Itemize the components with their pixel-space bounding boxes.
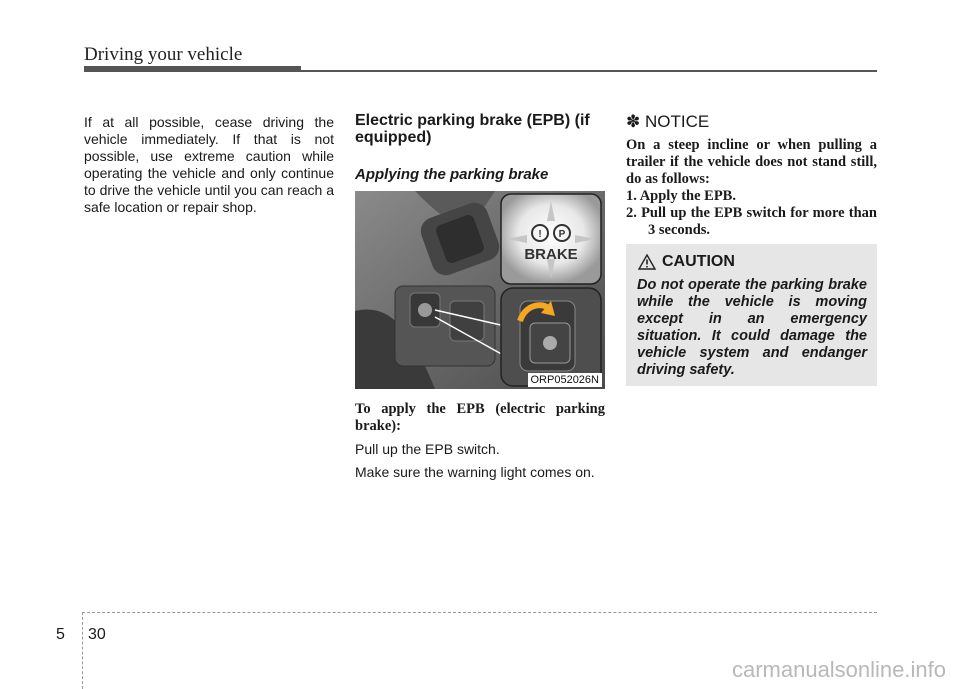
- notice-star-icon: ✽: [626, 112, 641, 131]
- header-bar-thin: [301, 70, 877, 72]
- column-3: [626, 112, 877, 239]
- column1-paragraph: If at all possible, cease driving the vehicle immediately. If that is not possible, use extreme caution while operating the vehicle and only continue to drive the vehicle until you can reach a safe location or repair shop.: [84, 114, 334, 215]
- instruction-heading: To apply the EPB (electric parking brake):: [355, 401, 605, 434]
- caution-text: Do not operate the parking brake while the vehicle is moving except in an emergency situation. It could damage the vehicle system and endanger driving safety.: [637, 277, 867, 378]
- applying-subsection-title: Applying the parking brake: [355, 166, 549, 183]
- notice-title-text: NOTICE: [644, 112, 710, 131]
- caution-title: CAUTION: [662, 253, 735, 270]
- notice-title: [626, 112, 877, 132]
- warning-triangle-icon: [638, 254, 656, 270]
- caution-header: [638, 253, 735, 271]
- watermark-text: carmanualsonline.info: [731, 657, 946, 682]
- epb-section-title: Electric parking brake (EPB) (if equipped): [355, 112, 590, 146]
- footer-divider: [82, 612, 84, 689]
- epb-illustration: [355, 191, 605, 389]
- epb-figure: [355, 191, 605, 389]
- page-header-title: Driving your vehicle: [84, 44, 243, 65]
- chapter-number: 5: [56, 626, 65, 643]
- header-bar-thick: [84, 66, 301, 72]
- notice-step-1: 1. Apply the EPB.: [626, 188, 736, 204]
- caution-box: [626, 244, 877, 386]
- instruction-check: Make sure the warning light comes on.: [355, 464, 595, 480]
- svg-text:P: P: [558, 229, 566, 240]
- column-1: [84, 112, 334, 216]
- instruction-step: Pull up the EPB switch.: [355, 441, 500, 457]
- notice-step-2: 2. Pull up the EPB switch for more than 3 seconds.: [626, 205, 877, 238]
- brake-warning-text: BRAKE: [524, 246, 578, 263]
- page-number: 30: [88, 626, 106, 643]
- figure-code-label: ORP052026N: [528, 373, 603, 387]
- footer-rule: [82, 612, 877, 614]
- notice-intro: On a steep incline or when pulling a trailer if the vehicle does not stand still, do as follows:: [626, 137, 877, 187]
- svg-text:!: !: [538, 229, 542, 240]
- column-2: [355, 112, 605, 481]
